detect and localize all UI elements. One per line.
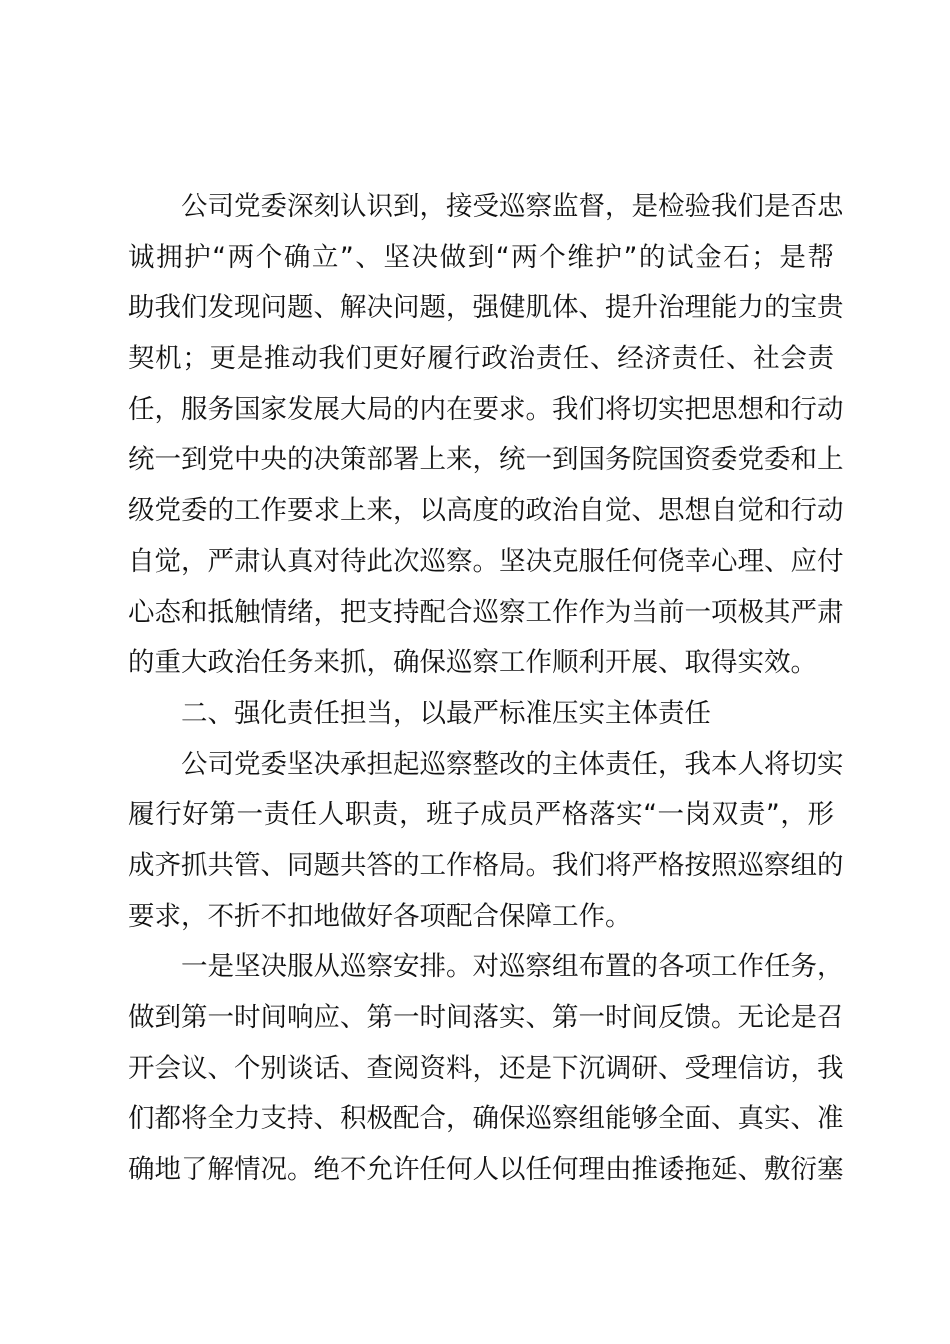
paragraph-1-line-5: 任，服务国家发展大局的内在要求。我们将切实把思想和行动 bbox=[128, 393, 844, 425]
paragraph-1-line-10: 的重大政治任务来抓，确保巡察工作顺利开展、取得实效。 bbox=[128, 647, 817, 679]
paragraph-3-line-3: 开会议、个别谈话、查阅资料，还是下沉调研、受理信访，我 bbox=[128, 1052, 844, 1084]
paragraph-1-line-8: 自觉，严肃认真对待此次巡察。坚决克服任何侥幸心理、应付 bbox=[128, 545, 844, 577]
paragraph-1-line-1: 公司党委深刻认识到，接受巡察监督，是检验我们是否忠 bbox=[181, 191, 844, 222]
paragraph-2-line-4: 要求，不折不扣地做好各项配合保障工作。 bbox=[128, 900, 632, 932]
paragraph-2-line-3: 成齐抓共管、同题共答的工作格局。我们将严格按照巡察组的 bbox=[128, 849, 844, 881]
paragraph-1-line-4: 契机；更是推动我们更好履行政治责任、经济责任、社会责 bbox=[128, 343, 834, 375]
paragraph-3-line-2: 做到第一时间响应、第一时间落实、第一时间反馈。无论是召 bbox=[128, 1002, 844, 1033]
paragraph-1-line-2: 诚拥护“两个确立”、坚决做到“两个维护”的试金石；是帮 bbox=[128, 241, 834, 273]
document-body bbox=[128, 182, 844, 1196]
paragraph-3-line-4: 们都将全力支持、积极配合，确保巡察组能够全面、真实、准 bbox=[128, 1103, 844, 1135]
paragraph-1-line-7: 级党委的工作要求上来，以高度的政治自觉、思想自觉和行动 bbox=[128, 495, 844, 527]
paragraph-3-line-5: 确地了解情况。绝不允许任何人以任何理由推诿拖延、敷衍塞 bbox=[128, 1154, 844, 1186]
paragraph-3-line-1: 一是坚决服从巡察安排。对巡察组布置的各项工作任务， bbox=[181, 951, 844, 983]
paragraph-1-line-6: 统一到党中央的决策部署上来，统一到国务院国资委党委和上 bbox=[128, 444, 844, 476]
paragraph-1-line-9: 心态和抵触情绪，把支持配合巡察工作作为当前一项极其严肃 bbox=[128, 596, 844, 628]
paragraph-2-line-2: 履行好第一责任人职责，班子成员严格落实“一岗双责”，形 bbox=[128, 799, 834, 831]
paragraph-1-line-3: 助我们发现问题、解决问题，强健肌体、提升治理能力的宝贵 bbox=[128, 292, 844, 324]
paragraph-2-line-1: 公司党委坚决承担起巡察整改的主体责任，我本人将切实 bbox=[181, 748, 844, 780]
section-heading: 二、强化责任担当，以最严标准压实主体责任 bbox=[181, 697, 711, 729]
